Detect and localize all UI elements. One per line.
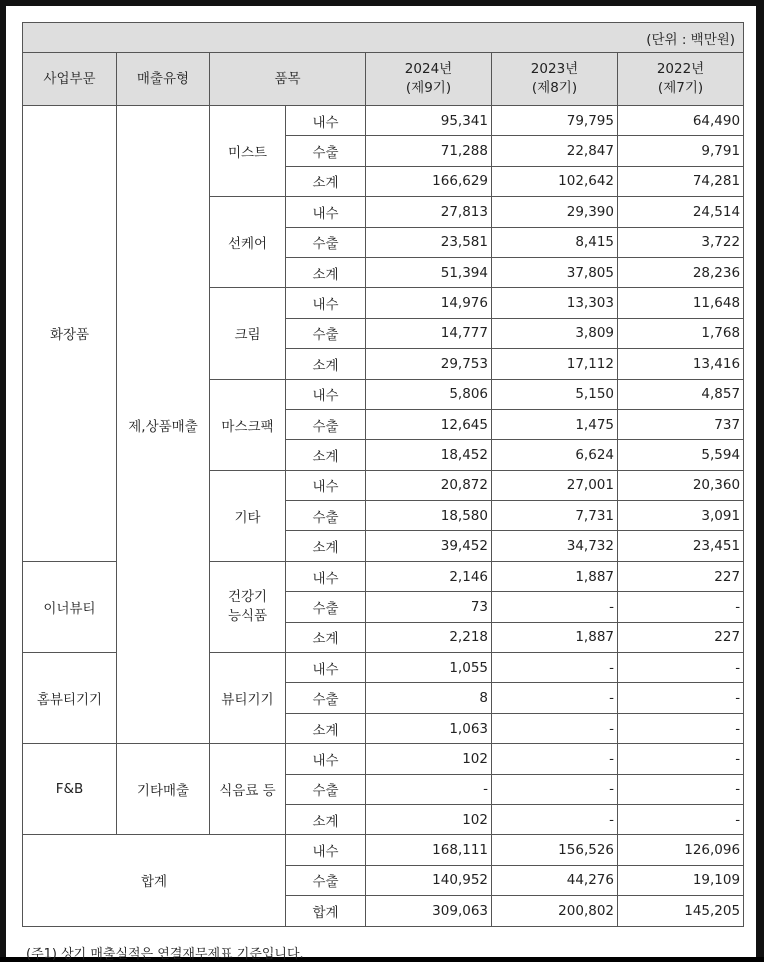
header-segment: 사업부문 [23, 53, 117, 106]
row-subcategory: 수출 [286, 227, 366, 257]
value-cell: 4,857 [618, 379, 744, 409]
window-frame-right [756, 0, 764, 957]
row-subcategory: 소계 [286, 713, 366, 743]
value-cell: - [492, 592, 618, 622]
value-cell: - [492, 774, 618, 804]
value-cell: - [618, 592, 744, 622]
row-subcategory: 합계 [286, 896, 366, 926]
value-cell: 1,768 [618, 318, 744, 348]
header-row [23, 53, 744, 106]
value-cell: - [618, 804, 744, 834]
value-cell: 200,802 [492, 896, 618, 926]
value-cell: 2,146 [366, 561, 492, 591]
item-health-food: 건강기능식품 [210, 561, 286, 652]
item-cream: 크림 [210, 288, 286, 379]
segment-fnb: F&B [23, 744, 117, 835]
value-cell: 44,276 [492, 865, 618, 895]
segment-home-beauty: 홈뷰티기기 [23, 653, 117, 744]
value-cell: 8,415 [492, 227, 618, 257]
value-cell: 24,514 [618, 197, 744, 227]
value-cell: - [492, 683, 618, 713]
header-item: 품목 [210, 53, 366, 106]
row-subcategory: 내수 [286, 744, 366, 774]
value-cell: - [492, 804, 618, 834]
value-cell: - [492, 713, 618, 743]
row-subcategory: 내수 [286, 379, 366, 409]
value-cell: 2,218 [366, 622, 492, 652]
value-cell: 17,112 [492, 349, 618, 379]
header-period: (제7기) [657, 80, 704, 96]
value-cell: 8 [366, 683, 492, 713]
value-cell: 27,813 [366, 197, 492, 227]
item-suncare: 선케어 [210, 197, 286, 288]
value-cell: 29,390 [492, 197, 618, 227]
row-subcategory: 내수 [286, 197, 366, 227]
header-year-2024 [366, 53, 492, 106]
table-row [23, 835, 744, 865]
header-year-2022 [618, 53, 744, 106]
row-subcategory: 내수 [286, 106, 366, 136]
value-cell: 102 [366, 744, 492, 774]
row-subcategory: 수출 [286, 592, 366, 622]
value-cell: - [618, 653, 744, 683]
window-frame-left [0, 0, 6, 957]
value-cell: 102,642 [492, 166, 618, 196]
value-cell: 9,791 [618, 136, 744, 166]
value-cell: - [618, 713, 744, 743]
value-cell: 309,063 [366, 896, 492, 926]
value-cell: 22,847 [492, 136, 618, 166]
value-cell: 5,594 [618, 440, 744, 470]
unit-label: (단위 : 백만원) [23, 23, 744, 53]
row-subcategory: 소계 [286, 166, 366, 196]
value-cell: 73 [366, 592, 492, 622]
row-subcategory: 수출 [286, 865, 366, 895]
table-row [23, 744, 744, 774]
value-cell: 34,732 [492, 531, 618, 561]
value-cell: 51,394 [366, 257, 492, 287]
value-cell: 19,109 [618, 865, 744, 895]
value-cell: 95,341 [366, 106, 492, 136]
value-cell: 1,063 [366, 713, 492, 743]
row-subcategory: 수출 [286, 409, 366, 439]
value-cell: 227 [618, 622, 744, 652]
value-cell: 140,952 [366, 865, 492, 895]
item-food-bev: 식음료 등 [210, 744, 286, 835]
item-mist: 미스트 [210, 106, 286, 197]
row-subcategory: 수출 [286, 774, 366, 804]
value-cell: 13,303 [492, 288, 618, 318]
value-cell: 37,805 [492, 257, 618, 287]
header-year: 2023년 [530, 61, 579, 77]
value-cell: 5,806 [366, 379, 492, 409]
row-subcategory: 소계 [286, 440, 366, 470]
value-cell: 6,624 [492, 440, 618, 470]
value-cell: - [492, 744, 618, 774]
value-cell: 1,887 [492, 622, 618, 652]
value-cell: 74,281 [618, 166, 744, 196]
value-cell: 23,581 [366, 227, 492, 257]
value-cell: - [618, 744, 744, 774]
value-cell: - [618, 683, 744, 713]
value-cell: 64,490 [618, 106, 744, 136]
row-subcategory: 내수 [286, 561, 366, 591]
header-period: (제9기) [405, 80, 452, 96]
unit-row [23, 23, 744, 53]
sales-type-product: 제,상품매출 [117, 106, 210, 744]
value-cell: 737 [618, 409, 744, 439]
value-cell: 39,452 [366, 531, 492, 561]
value-cell: 14,777 [366, 318, 492, 348]
value-cell: 168,111 [366, 835, 492, 865]
row-subcategory: 소계 [286, 622, 366, 652]
row-subcategory: 소계 [286, 804, 366, 834]
header-period: (제8기) [531, 80, 578, 96]
value-cell: 156,526 [492, 835, 618, 865]
header-year-2023 [492, 53, 618, 106]
row-subcategory: 수출 [286, 683, 366, 713]
segment-total: 합계 [23, 835, 286, 926]
value-cell: 7,731 [492, 501, 618, 531]
value-cell: 27,001 [492, 470, 618, 500]
value-cell: 3,722 [618, 227, 744, 257]
sales-type-other: 기타매출 [117, 744, 210, 835]
value-cell: 166,629 [366, 166, 492, 196]
value-cell: - [366, 774, 492, 804]
row-subcategory: 소계 [286, 349, 366, 379]
value-cell: 71,288 [366, 136, 492, 166]
header-year: 2022년 [656, 61, 705, 77]
value-cell: - [618, 774, 744, 804]
row-subcategory: 내수 [286, 835, 366, 865]
value-cell: 11,648 [618, 288, 744, 318]
item-beauty-device: 뷰티기기 [210, 653, 286, 744]
window-frame-top [0, 0, 764, 6]
value-cell: 14,976 [366, 288, 492, 318]
row-subcategory: 내수 [286, 470, 366, 500]
value-cell: 145,205 [618, 896, 744, 926]
value-cell: 29,753 [366, 349, 492, 379]
header-sales-type: 매출유형 [117, 53, 210, 106]
table-row [23, 106, 744, 136]
value-cell: 1,055 [366, 653, 492, 683]
value-cell: 1,887 [492, 561, 618, 591]
value-cell: 227 [618, 561, 744, 591]
value-cell: 12,645 [366, 409, 492, 439]
row-subcategory: 내수 [286, 653, 366, 683]
value-cell: 79,795 [492, 106, 618, 136]
item-maskpack: 마스크팩 [210, 379, 286, 470]
footnote: (주1) 상기 매출실적은 연결재무제표 기준입니다. [26, 947, 304, 962]
item-other: 기타 [210, 470, 286, 561]
value-cell: 3,809 [492, 318, 618, 348]
value-cell: - [492, 653, 618, 683]
value-cell: 3,091 [618, 501, 744, 531]
value-cell: 23,451 [618, 531, 744, 561]
row-subcategory: 수출 [286, 136, 366, 166]
row-subcategory: 소계 [286, 257, 366, 287]
row-subcategory: 수출 [286, 318, 366, 348]
row-subcategory: 내수 [286, 288, 366, 318]
segment-cosmetics: 화장품 [23, 106, 117, 562]
value-cell: 126,096 [618, 835, 744, 865]
header-year: 2024년 [404, 61, 453, 77]
value-cell: 5,150 [492, 379, 618, 409]
value-cell: 102 [366, 804, 492, 834]
segment-inner-beauty: 이너뷰티 [23, 561, 117, 652]
row-subcategory: 소계 [286, 531, 366, 561]
value-cell: 18,452 [366, 440, 492, 470]
value-cell: 1,475 [492, 409, 618, 439]
row-subcategory: 수출 [286, 501, 366, 531]
value-cell: 28,236 [618, 257, 744, 287]
value-cell: 20,360 [618, 470, 744, 500]
value-cell: 20,872 [366, 470, 492, 500]
sales-table [22, 22, 744, 927]
value-cell: 13,416 [618, 349, 744, 379]
value-cell: 18,580 [366, 501, 492, 531]
